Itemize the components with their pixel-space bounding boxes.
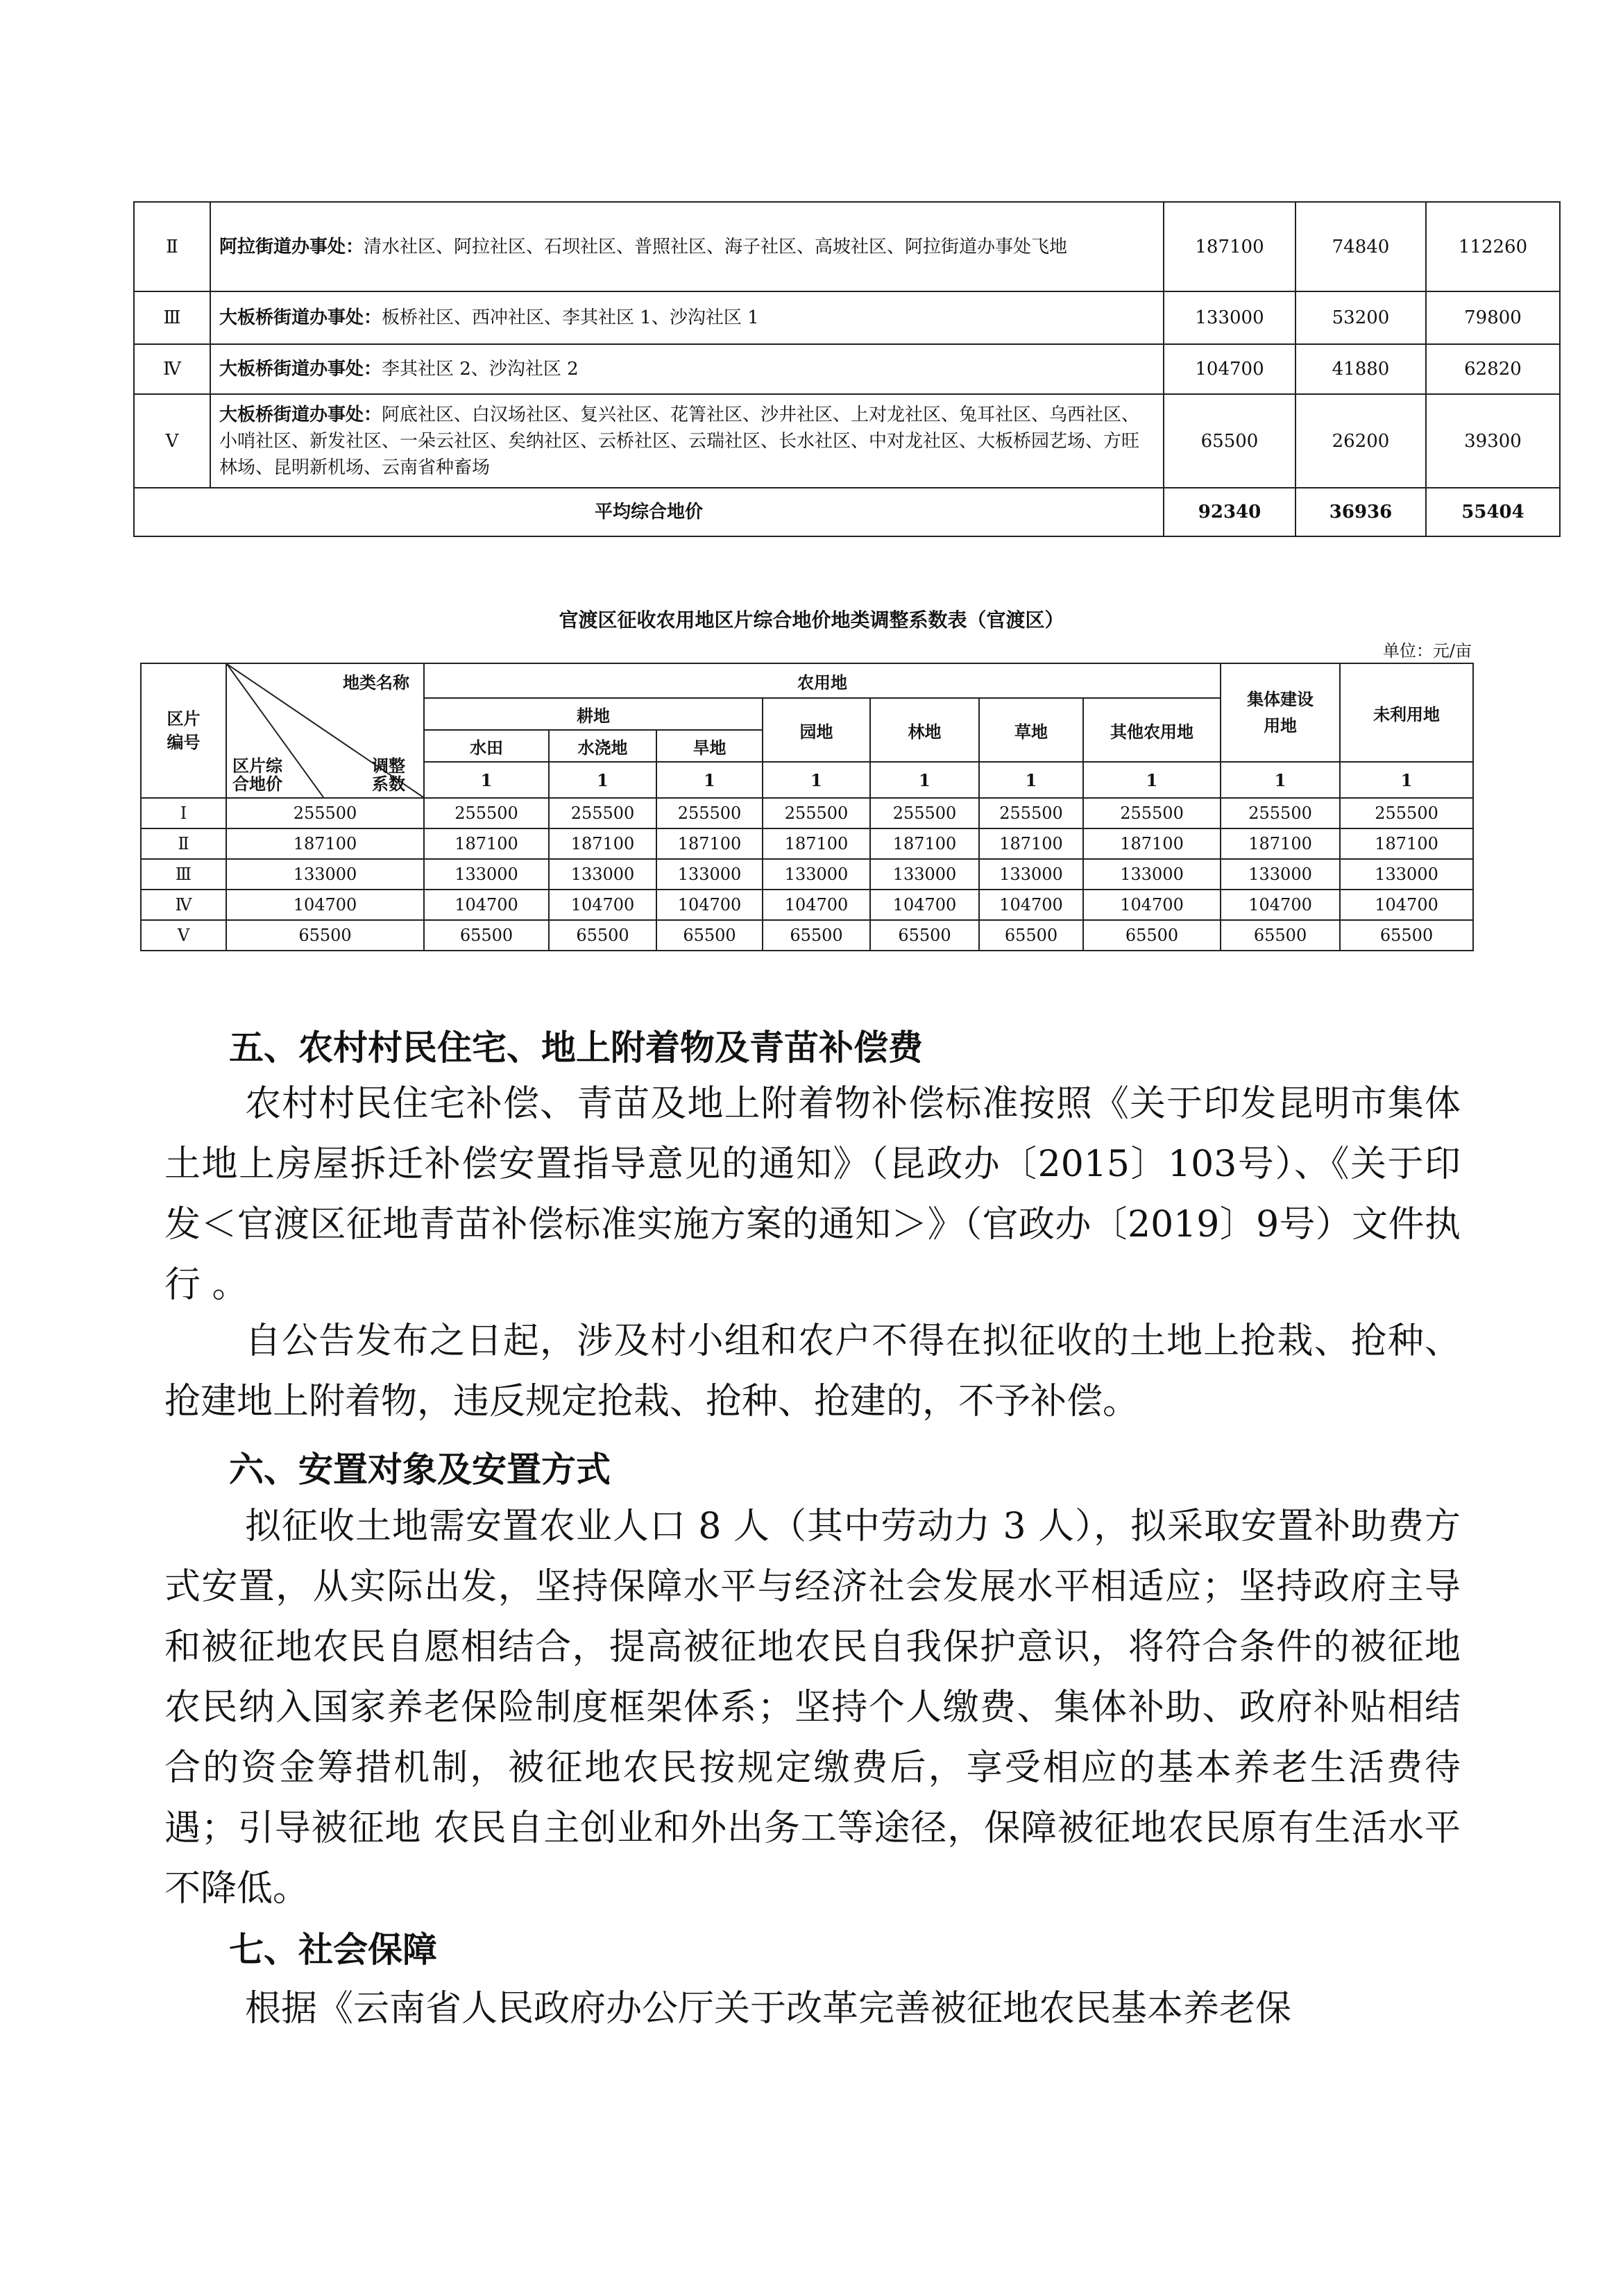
adjusted-price: 104700 xyxy=(870,890,979,920)
land-price: 53200 xyxy=(1295,291,1426,344)
adjusted-price: 104700 xyxy=(1340,890,1473,920)
section-6-heading: 六、安置对象及安置方式 xyxy=(229,1449,611,1490)
adjusted-price: 65500 xyxy=(870,920,979,951)
adjusted-price: 104700 xyxy=(1083,890,1221,920)
adjusted-price: 187100 xyxy=(979,828,1083,859)
section-6-paragraph-1: 拟征收土地需安置农业人口 8 人（其中劳动力 3 人），拟采取安置补助费方式安置，从实际出发，坚持保障水平与经济社会发展水平相适应；坚持政府主导和被征地农民自愿相结合，提高被征地农民自我保护意识，将符合条件的被征地农民纳入国家养老保险制度框架体系；坚持个人缴费、集体补助、政府补贴相结合的资金筹措机制，被征地农民按规定缴费后，享受相应的基本养老生活费待遇；引导被征地 农民自主创业和外出务工等途径，保障被征地农民原有生活水平不降低。 xyxy=(164,1506,1461,1910)
communities: 李其社区 2、沙沟社区 2 xyxy=(382,359,579,380)
dry-header: 旱地 xyxy=(656,730,763,762)
table-row xyxy=(141,798,1473,828)
adjust-coef-label: 调整系数 xyxy=(372,756,405,794)
land-type-name-label: 地类名称 xyxy=(343,672,409,692)
land-price: 74840 xyxy=(1295,202,1426,291)
adjusted-price: 104700 xyxy=(1221,890,1340,920)
adjusted-price: 187100 xyxy=(1083,828,1221,859)
section-7-paragraph-1: 根据《云南省人民政府办公厅关于改革完善被征地农民基本养老保 xyxy=(245,1988,1292,2030)
adjusted-price: 255500 xyxy=(870,798,979,828)
paddy-header: 水田 xyxy=(424,730,549,762)
coefficient-cell: 1 xyxy=(1340,762,1473,798)
communities: 阿底社区、白汉场社区、复兴社区、花箐社区、沙井社区、上对龙社区、兔耳社区、乌西社区、小哨社区、新发社区、一朵云社区、矣纳社区、云桥社区、云瑞社区、长水社区、中对龙社区、大板桥园艺场、方旺林场、昆明新机场、云南省种畜场 xyxy=(219,404,1140,478)
zone-description xyxy=(210,344,1164,394)
table-row xyxy=(134,394,1560,488)
zone-id: Ⅱ xyxy=(134,202,210,291)
average-row xyxy=(134,488,1560,536)
zone-price: 65500 xyxy=(226,920,424,951)
section-7-heading: 七、社会保障 xyxy=(229,1930,437,1970)
table-row xyxy=(141,859,1473,890)
adjusted-price: 65500 xyxy=(656,920,763,951)
section-5-paragraph-2: 自公告发布之日起，涉及村小组和农户不得在拟征收的土地上抢栽、抢种、抢建地上附着物，违反规定抢栽、抢种、抢建的，不予补偿。 xyxy=(164,1320,1461,1422)
zone-price-label: 区片综合地价 xyxy=(232,756,282,794)
adjusted-price: 133000 xyxy=(1340,859,1473,890)
average-label: 平均综合地价 xyxy=(134,488,1164,536)
section-5-paragraph-1: 农村村民住宅补偿、青苗及地上附着物补偿标准按照《关于印发昆明市集体土地上房屋拆迁补偿安置指导意见的通知》（昆政办〔2015〕103号）、《关于印发＜官渡区征地青苗补偿标准实施方案的通知＞》（官政办〔2019〕9号）文件执行 。 xyxy=(164,1083,1461,1306)
zone-price: 255500 xyxy=(226,798,424,828)
adjusted-price: 133000 xyxy=(979,859,1083,890)
adjusted-price: 187100 xyxy=(1221,828,1340,859)
table-row xyxy=(141,828,1473,859)
adjusted-price: 187100 xyxy=(870,828,979,859)
diagonal-header xyxy=(226,663,424,798)
table-row xyxy=(141,890,1473,920)
district-office: 阿拉街道办事处： xyxy=(219,236,364,257)
adjusted-price: 255500 xyxy=(549,798,656,828)
adjusted-price: 65500 xyxy=(549,920,656,951)
adjusted-price: 255500 xyxy=(1340,798,1473,828)
garden-header: 园地 xyxy=(763,698,870,762)
resettlement-fee: 79800 xyxy=(1426,291,1560,344)
adjusted-price: 65500 xyxy=(763,920,870,951)
adjusted-price: 65500 xyxy=(424,920,549,951)
resettlement-fee: 112260 xyxy=(1426,202,1560,291)
coefficient-cell: 1 xyxy=(549,762,656,798)
adjusted-price: 104700 xyxy=(656,890,763,920)
table-row xyxy=(141,920,1473,951)
communities: 清水社区、阿拉社区、石坝社区、普照社区、海子社区、高坡社区、阿拉街道办事处飞地 xyxy=(364,236,1068,257)
zone-id: Ⅴ xyxy=(141,920,226,951)
adjusted-price: 133000 xyxy=(656,859,763,890)
land-price: 26200 xyxy=(1295,394,1426,488)
adjusted-price: 65500 xyxy=(1340,920,1473,951)
adjusted-price: 104700 xyxy=(979,890,1083,920)
resettlement-fee: 39300 xyxy=(1426,394,1560,488)
farmland-header: 农用地 xyxy=(424,663,1221,698)
adjusted-price: 133000 xyxy=(1221,859,1340,890)
zone-description xyxy=(210,291,1164,344)
average-land-price: 36936 xyxy=(1295,488,1426,536)
collective-header: 集体建设用地 xyxy=(1221,663,1340,762)
adjusted-price: 187100 xyxy=(656,828,763,859)
zone-price: 104700 xyxy=(226,890,424,920)
table-row xyxy=(134,291,1560,344)
coefficient-table-title: 官渡区征收农用地区片综合地价地类调整系数表（官渡区） xyxy=(559,609,1064,631)
coefficient-cell: 1 xyxy=(979,762,1083,798)
adjusted-price: 104700 xyxy=(424,890,549,920)
other-farm-header: 其他农用地 xyxy=(1083,698,1221,762)
section-5-heading: 五、农村村民住宅、地上附着物及青苗补偿费 xyxy=(229,1028,923,1068)
adjusted-price: 133000 xyxy=(424,859,549,890)
communities: 板桥社区、西冲社区、李其社区 1、沙沟社区 1 xyxy=(382,307,759,328)
irrigated-header: 水浇地 xyxy=(549,730,656,762)
adjusted-price: 187100 xyxy=(549,828,656,859)
coefficient-cell: 1 xyxy=(763,762,870,798)
adjusted-price: 104700 xyxy=(549,890,656,920)
adjusted-price: 255500 xyxy=(424,798,549,828)
adjusted-price: 255500 xyxy=(1221,798,1340,828)
zone-id: Ⅳ xyxy=(134,344,210,394)
district-office: 大板桥街道办事处： xyxy=(219,307,382,328)
unused-header: 未利用地 xyxy=(1340,663,1473,762)
adjusted-price: 133000 xyxy=(1083,859,1221,890)
coefficient-cell: 1 xyxy=(1221,762,1340,798)
zone-id: Ⅴ xyxy=(134,394,210,488)
district-office: 大板桥街道办事处： xyxy=(219,404,382,425)
coefficient-cell: 1 xyxy=(1083,762,1221,798)
adjusted-price: 133000 xyxy=(763,859,870,890)
adjusted-price: 65500 xyxy=(1083,920,1221,951)
zone-description xyxy=(210,202,1164,291)
adjusted-price: 133000 xyxy=(549,859,656,890)
zone-id: Ⅳ xyxy=(141,890,226,920)
unit-label: 单位：元/亩 xyxy=(1382,641,1472,661)
adjusted-price: 255500 xyxy=(656,798,763,828)
coefficient-cell: 1 xyxy=(870,762,979,798)
zone-id: Ⅱ xyxy=(141,828,226,859)
table-row xyxy=(134,344,1560,394)
resettlement-fee: 62820 xyxy=(1426,344,1560,394)
zone-id-header: 区片编号 xyxy=(141,663,226,798)
forest-header: 林地 xyxy=(870,698,979,762)
total-price: 187100 xyxy=(1164,202,1295,291)
header-row xyxy=(141,663,1473,698)
coefficient-cell: 1 xyxy=(424,762,549,798)
zone-id: Ⅲ xyxy=(141,859,226,890)
grass-header: 草地 xyxy=(979,698,1083,762)
adjusted-price: 65500 xyxy=(979,920,1083,951)
arable-header: 耕地 xyxy=(424,698,763,730)
land-price: 41880 xyxy=(1295,344,1426,394)
zone-id: Ⅲ xyxy=(134,291,210,344)
average-resettlement: 55404 xyxy=(1426,488,1560,536)
adjusted-price: 187100 xyxy=(424,828,549,859)
coefficient-table xyxy=(140,663,1474,951)
adjusted-price: 133000 xyxy=(870,859,979,890)
adjusted-price: 104700 xyxy=(763,890,870,920)
coefficient-cell: 1 xyxy=(656,762,763,798)
zone-id: Ⅰ xyxy=(141,798,226,828)
adjusted-price: 255500 xyxy=(1083,798,1221,828)
total-price: 104700 xyxy=(1164,344,1295,394)
average-total: 92340 xyxy=(1164,488,1295,536)
land-price-table xyxy=(133,201,1561,537)
total-price: 65500 xyxy=(1164,394,1295,488)
zone-description xyxy=(210,394,1164,488)
table-row xyxy=(134,202,1560,291)
total-price: 133000 xyxy=(1164,291,1295,344)
adjusted-price: 255500 xyxy=(763,798,870,828)
zone-price: 133000 xyxy=(226,859,424,890)
district-office: 大板桥街道办事处： xyxy=(219,359,382,380)
adjusted-price: 187100 xyxy=(1340,828,1473,859)
zone-price: 187100 xyxy=(226,828,424,859)
adjusted-price: 255500 xyxy=(979,798,1083,828)
adjusted-price: 187100 xyxy=(763,828,870,859)
adjusted-price: 65500 xyxy=(1221,920,1340,951)
